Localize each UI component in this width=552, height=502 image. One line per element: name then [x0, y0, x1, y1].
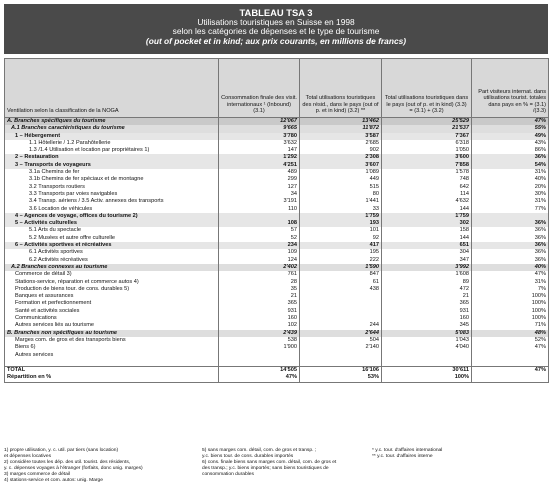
row-label: Répartition en %: [5, 374, 219, 382]
footnote-line: y.c. biens tour. de cons. durables importés: [202, 454, 294, 459]
row-label: A.1 Branches caractéristiques du tourisme: [5, 125, 219, 132]
cell-total: 1'050: [382, 147, 472, 154]
row-label: TOTAL: [5, 367, 219, 375]
row-label: 6.2 Activités récréatives: [5, 257, 219, 264]
cell-total: 1'043: [382, 337, 472, 344]
cell-share: [472, 374, 549, 382]
footnote-line: 4) stations-service et com. autos: unig. Marge: [4, 478, 103, 483]
row-label: [5, 359, 219, 367]
row-label: Autres services liés au tourisme: [5, 322, 219, 329]
cell-inbound: 21: [219, 293, 300, 300]
cell-total: 6'318: [382, 140, 472, 147]
cell-inbound: [219, 213, 300, 220]
cell-inbound: 35: [219, 286, 300, 293]
cell-residents: 847: [300, 271, 382, 278]
cell-inbound: 365: [219, 300, 300, 307]
cell-share: 43%: [472, 140, 549, 147]
header-row: [5, 59, 549, 118]
table-row: [5, 133, 549, 140]
cell-residents: [300, 293, 382, 300]
cell-inbound: 234: [219, 242, 300, 249]
footnote-line: 1) propre utilisation, y. c. util. par tiers (sans location): [4, 448, 119, 453]
table-row: [5, 118, 549, 126]
row-label: 3.4 Transp. aériens / 3.5 Activ. annexes des transports: [5, 198, 219, 205]
cell-share: 100%: [472, 300, 549, 307]
cell-inbound: 47%: [219, 374, 300, 382]
cell-residents: 515: [300, 184, 382, 191]
cell-total: 158: [382, 227, 472, 234]
row-label: 1 – Hébergement: [5, 133, 219, 140]
table-row: [5, 169, 549, 176]
cell-share: [472, 352, 549, 359]
cell-residents: 13'462: [300, 118, 382, 126]
cell-share: 36%: [472, 235, 549, 242]
cell-total: [382, 352, 472, 359]
title-box: [4, 4, 548, 54]
cell-residents: 2'644: [300, 330, 382, 337]
cell-inbound: 127: [219, 184, 300, 191]
cell-share: 47%: [472, 271, 549, 278]
row-label: Autres services: [5, 352, 219, 359]
cell-share: 31%: [472, 198, 549, 205]
table-row: [5, 140, 549, 147]
cell-residents: 101: [300, 227, 382, 234]
footnote-line: 3) marges commerce de détail: [4, 472, 71, 477]
cell-inbound: 110: [219, 206, 300, 213]
table-row: [5, 308, 549, 315]
cell-residents: 11'872: [300, 125, 382, 132]
cell-residents: 417: [300, 242, 382, 249]
cell-share: 36%: [472, 220, 549, 227]
row-label: Stations-service, réparation et commerce autos 4): [5, 279, 219, 286]
footnotes-col-1: [4, 448, 143, 484]
cell-inbound: 109: [219, 249, 300, 256]
cell-share: 36%: [472, 154, 549, 161]
row-label: 3.1a Chemins de fer: [5, 169, 219, 176]
row-label: 3.1b Chemins de fer spéciaux et de montagne: [5, 176, 219, 183]
cell-total: 144: [382, 235, 472, 242]
table-row: [5, 227, 549, 234]
cell-total: 21: [382, 293, 472, 300]
cell-total: 25'529: [382, 118, 472, 126]
cell-residents: 2'308: [300, 154, 382, 161]
cell-inbound: 57: [219, 227, 300, 234]
table-row: [5, 213, 549, 220]
cell-total: 114: [382, 191, 472, 198]
cell-inbound: 3'780: [219, 133, 300, 140]
row-label: Commerce de détail 3): [5, 271, 219, 278]
cell-total: 89: [382, 279, 472, 286]
cell-residents: 53%: [300, 374, 382, 382]
footnote-line: * y.c. tour. d'affaires international: [372, 448, 443, 453]
cell-inbound: 1'292: [219, 154, 300, 161]
cell-share: 36%: [472, 257, 549, 264]
row-label: A.2 Branches connexes au tourisme: [5, 264, 219, 271]
cell-share: 31%: [472, 279, 549, 286]
footnote-line: 6) cons. finale biens sans marges com. détail, com. de gros et: [202, 460, 337, 465]
footnote-line: 5) sans marges com. détail, com. de gros et transp. ;: [202, 448, 317, 453]
cell-residents: 222: [300, 257, 382, 264]
cell-share: 52%: [472, 337, 549, 344]
footnote-line: et dépenses locatives: [4, 454, 52, 459]
cell-inbound: 299: [219, 176, 300, 183]
cell-total: 472: [382, 286, 472, 293]
cell-inbound: 538: [219, 337, 300, 344]
cell-inbound: 761: [219, 271, 300, 278]
table-row: [5, 374, 549, 382]
cell-residents: 1'089: [300, 169, 382, 176]
footnote-line: consommation durables: [202, 472, 254, 477]
header-classification: Ventilation selon la classification de la NOGA: [5, 59, 219, 118]
cell-inbound: 3'632: [219, 140, 300, 147]
table-row: [5, 162, 549, 169]
cell-inbound: 34: [219, 191, 300, 198]
cell-total: 7'858: [382, 162, 472, 169]
cell-inbound: 1'900: [219, 344, 300, 351]
row-label: A. Branches spécifiques du tourisme: [5, 118, 219, 126]
footnote-line: ** y.c. tour. d'affaires interne: [372, 454, 433, 459]
cell-total: 642: [382, 184, 472, 191]
cell-inbound: 160: [219, 315, 300, 322]
row-label: B. Branches non spécifiques au tourisme: [5, 330, 219, 337]
row-label: 3 – Transports de voyageurs: [5, 162, 219, 169]
cell-share: 20%: [472, 184, 549, 191]
cell-total: 1'608: [382, 271, 472, 278]
cell-share: 36%: [472, 242, 549, 249]
cell-residents: [300, 300, 382, 307]
cell-share: 40%: [472, 176, 549, 183]
cell-residents: 80: [300, 191, 382, 198]
cell-residents: 33: [300, 206, 382, 213]
footnote-line: des transp.; y.c. biens importés; sans biens touristiques de: [202, 466, 329, 471]
cell-share: 77%: [472, 206, 549, 213]
cell-total: 5'083: [382, 330, 472, 337]
cell-total: 345: [382, 322, 472, 329]
cell-total: 30'611: [382, 367, 472, 375]
tsa3-table: [4, 58, 549, 383]
cell-residents: [300, 308, 382, 315]
row-label: Biens 6): [5, 344, 219, 351]
row-label: 3.2 Transports routiers: [5, 184, 219, 191]
table-row: [5, 293, 549, 300]
table-row: [5, 154, 549, 161]
table-row: [5, 322, 549, 329]
cell-total: 347: [382, 257, 472, 264]
cell-inbound: 14'505: [219, 367, 300, 375]
cell-residents: 449: [300, 176, 382, 183]
cell-total: 651: [382, 242, 472, 249]
table-row: [5, 330, 549, 337]
cell-share: 100%: [472, 308, 549, 315]
cell-residents: 193: [300, 220, 382, 227]
cell-residents: 1'590: [300, 264, 382, 271]
cell-residents: 1'441: [300, 198, 382, 205]
row-label: 1.3 /1.4 Utilisation et location par propriétaires 1): [5, 147, 219, 154]
cell-total: 4'632: [382, 198, 472, 205]
table-row: [5, 359, 549, 367]
cell-total: 144: [382, 206, 472, 213]
table-row: [5, 300, 549, 307]
cell-total: 4'040: [382, 344, 472, 351]
cell-share: 40%: [472, 264, 549, 271]
table-row: [5, 367, 549, 375]
cell-total: 1'578: [382, 169, 472, 176]
cell-residents: 1'759: [300, 213, 382, 220]
table-row: [5, 206, 549, 213]
row-label: 5.1 Arts du spectacle: [5, 227, 219, 234]
table-subtitle: selon les catégories de dépenses et le type de tourisme: [172, 26, 380, 36]
row-label: 3.3 Transports par voies navigables: [5, 191, 219, 198]
table-row: [5, 235, 549, 242]
cell-inbound: 4'251: [219, 162, 300, 169]
header-total: Total utilisations touristiques dans le pays (out of p. et in kind) (3.3) = (3.1) + (3.2): [382, 59, 472, 118]
table-row: [5, 271, 549, 278]
cell-residents: 244: [300, 322, 382, 329]
cell-total: 21'537: [382, 125, 472, 132]
cell-inbound: 2'439: [219, 330, 300, 337]
footnotes-col-2: [202, 448, 336, 478]
cell-share: 48%: [472, 330, 549, 337]
cell-share: [472, 359, 549, 367]
cell-inbound: 147: [219, 147, 300, 154]
cell-total: 160: [382, 315, 472, 322]
cell-inbound: 9'665: [219, 125, 300, 132]
cell-residents: 902: [300, 147, 382, 154]
row-label: 5.2 Musées et autre offre culturelle: [5, 235, 219, 242]
table-row: [5, 249, 549, 256]
table-row: [5, 125, 549, 132]
cell-total: [382, 359, 472, 367]
cell-total: 3'600: [382, 154, 472, 161]
cell-inbound: 2'402: [219, 264, 300, 271]
table-row: [5, 286, 549, 293]
table-row: [5, 220, 549, 227]
row-label: 2 – Restauration: [5, 154, 219, 161]
header-residents: Total utilisations touristiques des résid., dans le pays (out of p. et in kind) (3.2) **: [300, 59, 382, 118]
cell-total: 304: [382, 249, 472, 256]
cell-total: 100%: [382, 374, 472, 382]
table-row: [5, 184, 549, 191]
cell-residents: 61: [300, 279, 382, 286]
cell-total: 365: [382, 300, 472, 307]
cell-share: 36%: [472, 227, 549, 234]
table-units-note: (out of pocket et in kind; aux prix courants, en millions de francs): [145, 35, 407, 46]
cell-share: 7%: [472, 286, 549, 293]
cell-residents: [300, 359, 382, 367]
cell-residents: 438: [300, 286, 382, 293]
cell-inbound: 28: [219, 279, 300, 286]
cell-residents: 504: [300, 337, 382, 344]
row-label: Production de biens tour. de cons. durables 5): [5, 286, 219, 293]
table-row: [5, 176, 549, 183]
cell-share: 30%: [472, 191, 549, 198]
cell-residents: 3'607: [300, 162, 382, 169]
row-label: 4 – Agences de voyage, offices du tourisme 2): [5, 213, 219, 220]
cell-inbound: [219, 352, 300, 359]
footnote-line: y. c. dépenses voyages à l'étranger (forfaits, donc unig. marges): [4, 466, 143, 471]
table-row: [5, 257, 549, 264]
table-row: [5, 191, 549, 198]
row-label: Communications: [5, 315, 219, 322]
cell-total: 302: [382, 220, 472, 227]
cell-inbound: 52: [219, 235, 300, 242]
table-row: [5, 337, 549, 344]
header-share: Part visiteurs internat. dans utilisations tourist. totales dans pays en % = (3.1) /(3.3): [472, 59, 549, 118]
cell-share: 49%: [472, 133, 549, 140]
cell-share: 47%: [472, 367, 549, 375]
cell-share: [472, 213, 549, 220]
table-row: [5, 315, 549, 322]
cell-residents: [300, 315, 382, 322]
cell-share: 86%: [472, 147, 549, 154]
table-row: [5, 242, 549, 249]
cell-total: 1'759: [382, 213, 472, 220]
footnote-line: 2) considère toutes les dép. des util. tourist. des résidents,: [4, 460, 131, 465]
cell-share: 36%: [472, 249, 549, 256]
row-label: Marges com. de gros et des transports biens: [5, 337, 219, 344]
row-label: Banques et assurances: [5, 293, 219, 300]
table-row: [5, 352, 549, 359]
cell-inbound: 489: [219, 169, 300, 176]
cell-residents: [300, 352, 382, 359]
cell-total: 748: [382, 176, 472, 183]
cell-inbound: 931: [219, 308, 300, 315]
cell-share: 47%: [472, 118, 549, 126]
cell-total: 931: [382, 308, 472, 315]
cell-residents: 2'685: [300, 140, 382, 147]
cell-inbound: 124: [219, 257, 300, 264]
row-label: 3.6 Location de véhicules: [5, 206, 219, 213]
row-label: 6 – Activités sportives et récréatives: [5, 242, 219, 249]
row-label: 5 – Activités culturelles: [5, 220, 219, 227]
table-number: TABLEAU TSA 3: [239, 7, 313, 18]
cell-inbound: 12'067: [219, 118, 300, 126]
footnotes-col-3: [372, 448, 442, 460]
cell-share: 54%: [472, 162, 549, 169]
cell-residents: 2'140: [300, 344, 382, 351]
row-label: 6.1 Activités sportives: [5, 249, 219, 256]
row-label: Santé et activités sociales: [5, 308, 219, 315]
cell-residents: 92: [300, 235, 382, 242]
cell-share: 55%: [472, 125, 549, 132]
table-row: [5, 198, 549, 205]
cell-inbound: 102: [219, 322, 300, 329]
cell-share: 47%: [472, 344, 549, 351]
table-row: [5, 279, 549, 286]
header-inbound: Consommation finale des visit. internationaux ¹ (Inbound) (3.1): [219, 59, 300, 118]
cell-share: 100%: [472, 315, 549, 322]
cell-share: 31%: [472, 169, 549, 176]
cell-total: 7'367: [382, 133, 472, 140]
cell-inbound: 108: [219, 220, 300, 227]
row-label: 1.1 Hôtellerie / 1.2 Parahôtellerie: [5, 140, 219, 147]
cell-residents: 195: [300, 249, 382, 256]
table-row: [5, 264, 549, 271]
cell-inbound: 3'191: [219, 198, 300, 205]
row-label: Formation et perfectionnement: [5, 300, 219, 307]
table-row: [5, 147, 549, 154]
cell-total: 3'992: [382, 264, 472, 271]
cell-residents: 3'587: [300, 133, 382, 140]
cell-residents: 16'106: [300, 367, 382, 375]
table-row: [5, 344, 549, 351]
table-body: [5, 118, 549, 383]
table-title: Utilisations touristiques en Suisse en 1998: [197, 16, 355, 27]
cell-share: 100%: [472, 293, 549, 300]
cell-inbound: [219, 359, 300, 367]
cell-share: 71%: [472, 322, 549, 329]
